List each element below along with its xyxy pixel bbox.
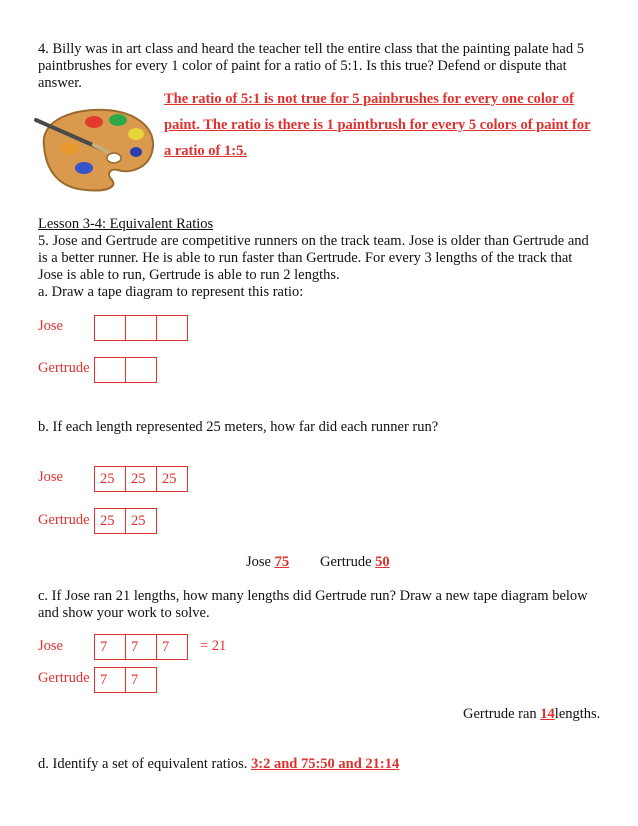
b-jose-label: Jose: [38, 469, 63, 485]
q5-line-1: 5. Jose and Gertrude are competitive runners on the track team. Jose is older than Gertrude and: [38, 233, 589, 249]
gertrude-total-value: 50: [375, 554, 390, 570]
tape-cell: 7: [94, 634, 126, 660]
jose-total-label: Jose: [246, 554, 271, 570]
tape-cell: 7: [94, 667, 126, 693]
b-gertrude-label: Gertrude: [38, 512, 90, 528]
tape-cell: 7: [125, 634, 157, 660]
tape-cell: 25: [94, 466, 126, 492]
part-b-prompt: b. If each length represented 25 meters, how far did each runner run?: [38, 419, 439, 435]
tape-cell: 25: [94, 508, 126, 534]
c-jose-label: Jose: [38, 638, 63, 654]
tape-cell: [94, 315, 126, 341]
a-gertrude-label: Gertrude: [38, 360, 90, 376]
tape-cell: [125, 357, 157, 383]
q5-line-2: is a better runner. He is able to run faster than Gertrude. For every 3 lengths of the track that: [38, 250, 573, 266]
a-gertrude-tape: [94, 357, 156, 383]
gertrude-total: [320, 553, 390, 571]
gertrude-ran-prefix: Gertrude ran: [463, 706, 537, 722]
b-gertrude-tape: [94, 508, 156, 534]
b-jose-tape: [94, 466, 187, 492]
part-d-prompt: d. Identify a set of equivalent ratios.: [38, 756, 248, 772]
part-d-answer: 3:2 and 75:50 and 21:14: [251, 756, 400, 772]
part-c-line-1: c. If Jose ran 21 lengths, how many lengths did Gertrude run? Draw a new tape diagram below: [38, 588, 588, 604]
part-a-prompt: a. Draw a tape diagram to represent this ratio:: [38, 284, 304, 300]
c-gertrude-label: Gertrude: [38, 670, 90, 686]
q5-line-3: Jose is able to run, Gertrude is able to run 2 lengths.: [38, 267, 340, 283]
q4-line-2: paintbrushes for every 1 color of paint for a ratio of 5:1. Is this true? Defend or dispute that: [38, 58, 567, 74]
gertrude-ran-suffix: lengths.: [554, 706, 601, 722]
c-total: = 21: [200, 638, 227, 654]
jose-total: [246, 553, 289, 571]
q4-answer-line-1: The ratio of 5:1 is not true for 5 painbrushes for every one color of: [164, 91, 574, 107]
jose-total-value: 75: [274, 554, 290, 570]
c-jose-tape: [94, 634, 187, 660]
a-jose-tape: [94, 315, 187, 341]
gertrude-ran: [463, 705, 600, 723]
lesson-title: Lesson 3-4: Equivalent Ratios: [38, 216, 214, 232]
tape-cell: [156, 315, 188, 341]
tape-cell: 7: [156, 634, 188, 660]
gertrude-total-label: Gertrude: [320, 554, 372, 570]
q4-answer-line-2: paint. The ratio is there is 1 paintbrush for every 5 colors of paint for: [164, 117, 591, 133]
tape-cell: 25: [125, 508, 157, 534]
paint-palette-icon: [34, 100, 160, 192]
part-c-line-2: and show your work to solve.: [38, 605, 210, 621]
c-gertrude-tape: [94, 667, 156, 693]
tape-cell: [125, 315, 157, 341]
tape-cell: 25: [125, 466, 157, 492]
tape-cell: 7: [125, 667, 157, 693]
tape-cell: 25: [156, 466, 188, 492]
q4-line-3: answer.: [38, 75, 82, 91]
tape-cell: [94, 357, 126, 383]
gertrude-ran-value: 14: [540, 706, 555, 722]
part-d: [38, 755, 399, 773]
q4-answer-line-3: a ratio of 1:5.: [164, 143, 247, 159]
q4-line-1: 4. Billy was in art class and heard the teacher tell the entire class that the painting palate had 5: [38, 41, 584, 57]
a-jose-label: Jose: [38, 318, 63, 334]
